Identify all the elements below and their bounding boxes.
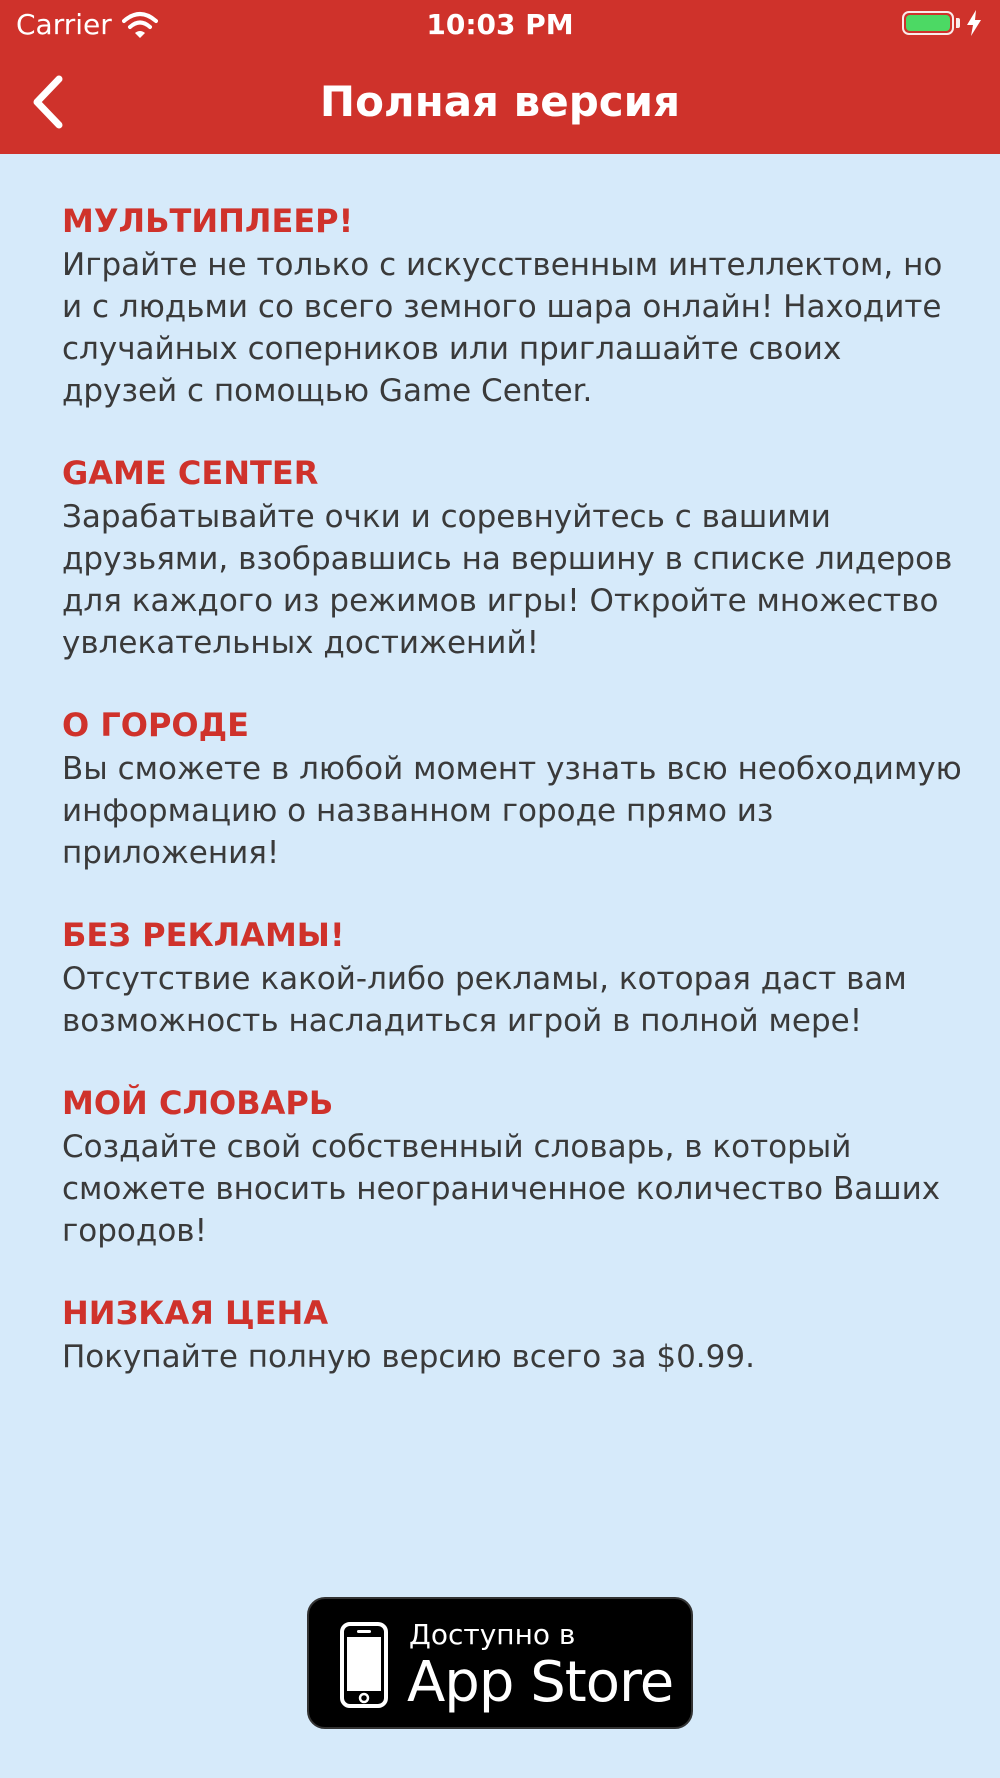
feature-title: БЕЗ РЕКЛАМЫ!: [62, 916, 345, 954]
app-store-big-label: App Store: [407, 1650, 674, 1715]
feature-description: Играйте не только с искусственным интеллектом, но и с людьми со всего земного шара онлайн! Находите случайных соперников или приглашайте своих друзей с помощью Game Center.: [62, 247, 943, 409]
app-store-button[interactable]: [307, 1597, 693, 1729]
battery-level-fill: [906, 15, 950, 31]
feature-title: МУЛЬТИПЛЕЕР!: [62, 202, 354, 240]
navigation-bar: [0, 50, 1000, 154]
feature-description: Вы сможете в любой момент узнать всю необходимую информацию о названном городе прямо из приложения!: [62, 751, 962, 871]
feature-no-ads: [62, 914, 962, 1042]
feature-description: Создайте свой собственный словарь, в который сможете вносить неограниченное количество Ваших городов!: [62, 1129, 941, 1249]
iphone-icon: [339, 1621, 389, 1709]
feature-my-dictionary: [62, 1082, 962, 1252]
app-store-small-label: Доступно в: [409, 1618, 576, 1651]
battery-tip: [956, 18, 960, 28]
feature-low-price: [62, 1292, 962, 1378]
feature-title: О ГОРОДЕ: [62, 706, 249, 744]
status-time: 10:03 PM: [426, 8, 574, 41]
feature-description: Зарабатывайте очки и соревнуйтесь с вашими друзьями, взобравшись на вершину в списке лидеров для каждого из режимов игры! Откройте множество увлекательных достижений!: [62, 499, 953, 661]
feature-game-center: [62, 452, 962, 664]
battery-indicator: [902, 10, 982, 36]
battery-icon: [902, 11, 954, 35]
feature-title: НИЗКАЯ ЦЕНА: [62, 1294, 329, 1332]
feature-description: Отсутствие какой-либо рекламы, которая даст вам возможность насладиться игрой в полной мере!: [62, 961, 907, 1039]
carrier-label: Carrier: [16, 8, 112, 41]
feature-title: GAME CENTER: [62, 454, 319, 492]
feature-description: Покупайте полную версию всего за $0.99.: [62, 1339, 755, 1375]
feature-about-city: [62, 704, 962, 874]
charging-bolt-icon: [966, 10, 982, 36]
feature-title: МОЙ СЛОВАРЬ: [62, 1084, 334, 1122]
page-title: Полная версия: [319, 77, 681, 126]
header: [0, 0, 1000, 154]
status-bar: [0, 0, 1000, 50]
feature-multiplayer: [62, 200, 962, 412]
features-list: [62, 200, 962, 1418]
